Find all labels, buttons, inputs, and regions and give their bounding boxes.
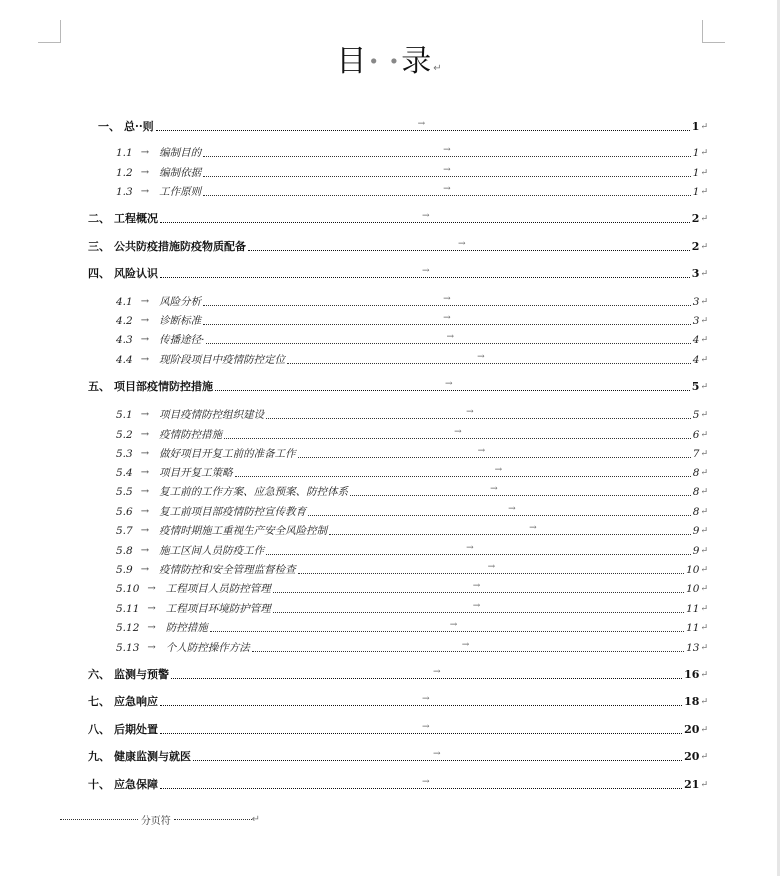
- toc-page-number: 2: [691, 240, 700, 253]
- toc-leader-dots: [160, 266, 690, 278]
- tab-arrow-icon: →: [140, 525, 150, 536]
- toc-heading-entry[interactable]: [88, 776, 708, 792]
- tab-arrow-icon: →: [529, 523, 537, 533]
- paragraph-mark-icon: ↵: [700, 643, 708, 653]
- toc-entry-label: 疫情防控措施: [159, 429, 223, 441]
- toc-entry-label: 项目疫情防控组织建设: [159, 409, 265, 421]
- toc-entry-label: 工作原则: [159, 186, 202, 198]
- toc-page-number: 4: [692, 334, 700, 346]
- paragraph-mark-icon: ↵: [700, 410, 708, 420]
- paragraph-mark-icon: ↵: [700, 382, 708, 392]
- paragraph-mark-icon: ↵: [700, 623, 708, 633]
- paragraph-mark-icon: ↵: [700, 297, 708, 307]
- toc-page-number: 16: [684, 668, 700, 681]
- toc-entry-label: 应急保障: [114, 778, 158, 791]
- toc-entry-number: 1.1: [116, 147, 133, 159]
- toc-entry-label: 监测与预警: [114, 668, 169, 681]
- tab-arrow-icon: →: [472, 601, 481, 611]
- toc-entry-number: 5.12: [116, 622, 140, 634]
- toc-subentry[interactable]: [116, 483, 708, 499]
- tab-arrow-icon: →: [140, 296, 150, 307]
- toc-heading-entry[interactable]: [88, 748, 708, 764]
- toc-page-number: 20: [684, 750, 700, 763]
- tab-arrow-icon: →: [147, 622, 156, 633]
- toc-subentry[interactable]: [116, 561, 708, 577]
- toc-subentry[interactable]: [116, 406, 708, 422]
- toc-leader-dots: [215, 379, 690, 391]
- toc-leader-dots: [298, 446, 691, 458]
- tab-arrow-icon: →: [466, 407, 474, 417]
- toc-page-number: 9: [692, 525, 700, 537]
- toc-leader-dots: [156, 119, 690, 131]
- toc-heading-entry[interactable]: [88, 238, 708, 254]
- tab-arrow-icon: →: [446, 332, 454, 342]
- tab-arrow-icon: →: [449, 620, 458, 630]
- paragraph-mark-icon: ↵: [700, 565, 708, 575]
- toc-entry-number: 5.5: [116, 486, 133, 498]
- tab-arrow-icon: →: [140, 448, 150, 459]
- toc-leader-dots: [224, 427, 691, 439]
- tab-arrow-icon: →: [140, 315, 150, 326]
- paragraph-mark-icon: ↵: [700, 242, 708, 252]
- paragraph-mark-icon: ↵: [700, 546, 708, 556]
- toc-leader-dots: [350, 484, 691, 496]
- toc-subentry[interactable]: [116, 600, 708, 616]
- tab-arrow-icon: →: [490, 484, 498, 494]
- toc-leader-dots: [308, 504, 691, 516]
- toc-page-number: 8: [692, 486, 700, 498]
- toc-entry-label: 风险认识: [114, 267, 158, 280]
- toc-entry-label: 项目部疫情防控措施: [114, 380, 213, 393]
- paragraph-mark-icon: ↵: [433, 63, 444, 74]
- toc-entry-label: 工程项目人员防控管理: [165, 583, 271, 595]
- paragraph-mark-icon: ↵: [700, 269, 708, 279]
- tab-arrow-icon: →: [454, 427, 462, 437]
- paragraph-mark-icon: ↵: [700, 507, 708, 517]
- paragraph-mark-icon: ↵: [700, 697, 708, 707]
- toc-leader-dots: [248, 239, 690, 251]
- toc-subentry[interactable]: [116, 580, 708, 596]
- tab-arrow-icon: →: [140, 429, 150, 440]
- tab-arrow-icon: →: [140, 354, 150, 365]
- toc-page-number: 10: [686, 583, 700, 595]
- toc-entry-number: 5.3: [116, 448, 133, 460]
- toc-entry-number: 三、: [88, 240, 110, 253]
- tab-arrow-icon: →: [494, 465, 503, 475]
- paragraph-mark-icon: ↵: [700, 468, 708, 478]
- toc-leader-dots: [203, 145, 691, 157]
- toc-entry-number: 1.3: [116, 186, 133, 198]
- tab-arrow-icon: →: [422, 266, 430, 276]
- tab-arrow-icon: →: [147, 583, 156, 594]
- toc-subentry[interactable]: [116, 293, 708, 309]
- toc-subentry[interactable]: [116, 331, 708, 347]
- toc-title: [0, 40, 780, 91]
- toc-entry-number: 4.4: [116, 354, 133, 366]
- toc-page-number: 18: [684, 695, 700, 708]
- toc-subentry[interactable]: [116, 183, 708, 199]
- tab-arrow-icon: →: [422, 777, 430, 787]
- toc-entry-number: 4.3: [116, 334, 133, 346]
- toc-entry-label: 做好项目开复工前的准备工作: [159, 448, 296, 460]
- toc-subentry[interactable]: [116, 464, 708, 480]
- paragraph-mark-icon: ↵: [700, 316, 708, 326]
- toc-entry-number: 5.4: [116, 467, 133, 479]
- toc-subentry[interactable]: [116, 164, 708, 180]
- tab-arrow-icon: →: [422, 694, 430, 704]
- toc-heading-entry[interactable]: [88, 265, 708, 281]
- toc-entry-number: 八、: [88, 723, 110, 736]
- toc-heading-entry[interactable]: [88, 721, 708, 737]
- toc-page-number: 3: [692, 315, 700, 327]
- toc-entry-label: 施工区间人员防疫工作: [159, 545, 265, 557]
- title-char-left: 目: [336, 44, 369, 79]
- tab-arrow-icon: →: [461, 640, 470, 650]
- paragraph-mark-icon: ↵: [700, 752, 708, 762]
- toc-entry-number: 九、: [88, 750, 110, 763]
- paragraph-mark-icon: ↵: [700, 725, 708, 735]
- toc-leader-dots: [298, 562, 684, 574]
- tab-arrow-icon: →: [443, 313, 451, 323]
- toc-entry-label: 疫情时期施工重视生产安全风险控制: [159, 525, 328, 537]
- toc-leader-dots: [287, 352, 691, 364]
- toc-leader-dots: [160, 694, 682, 706]
- toc-page-number: 20: [684, 723, 700, 736]
- toc-entry-number: 5.6: [116, 506, 133, 518]
- paragraph-mark-icon: ↵: [251, 813, 261, 825]
- toc-entry-label: 诊断标准: [159, 315, 202, 327]
- toc-subentry[interactable]: [116, 312, 708, 328]
- toc-entry-number: 5.9: [116, 564, 133, 576]
- toc-leader-dots: [171, 667, 682, 679]
- toc-entry-label: 项目开复工策略: [159, 467, 233, 479]
- toc-page-number: 13: [686, 642, 700, 654]
- toc-heading-entry[interactable]: [98, 118, 708, 134]
- tab-arrow-icon: →: [422, 211, 430, 221]
- toc-heading-entry[interactable]: [88, 666, 708, 682]
- paragraph-mark-icon: ↵: [700, 355, 708, 365]
- toc-leader-dots: [193, 749, 682, 761]
- tab-arrow-icon: →: [443, 145, 451, 155]
- toc-entry-label: 后期处置: [114, 723, 158, 736]
- toc-page-number: 11: [686, 622, 700, 634]
- toc-entry-label: 健康监测与就医: [114, 750, 191, 763]
- toc-entry-number: 二、: [88, 212, 110, 225]
- tab-arrow-icon: →: [466, 543, 474, 553]
- toc-entry-label: 应急响应: [114, 695, 158, 708]
- toc-entry-label: 风险分析: [159, 296, 202, 308]
- toc-entry-number: 四、: [88, 267, 110, 280]
- page-break-marker: [60, 812, 260, 826]
- paragraph-mark-icon: ↵: [700, 449, 708, 459]
- tab-arrow-icon: →: [140, 167, 150, 178]
- toc-entry-label: 个人防控操作方法: [165, 642, 250, 654]
- tab-arrow-icon: →: [140, 545, 150, 556]
- page-break-line-left: [60, 819, 138, 820]
- toc-leader-dots: [203, 313, 691, 325]
- paragraph-mark-icon: ↵: [700, 430, 708, 440]
- tab-arrow-icon: →: [458, 239, 466, 249]
- toc-entry-number: 5.13: [116, 642, 140, 654]
- toc-page-number: 9: [692, 545, 700, 557]
- toc-entry-label: 编制目的: [159, 147, 202, 159]
- toc-leader-dots: [203, 165, 691, 177]
- toc-entry-number: 5.1: [116, 409, 133, 421]
- toc-page-number: 11: [686, 603, 700, 615]
- page-break-label: 分页符: [140, 815, 171, 827]
- toc-leader-dots: [160, 211, 690, 223]
- tab-arrow-icon: →: [508, 504, 516, 514]
- toc-entry-number: 六、: [88, 668, 110, 681]
- toc-page-number: 5: [691, 380, 700, 393]
- toc-entry-label: 复工前项目部疫情防控宣传教育: [159, 506, 307, 518]
- paragraph-mark-icon: ↵: [700, 584, 708, 594]
- title-dots: • •: [368, 51, 402, 73]
- tab-arrow-icon: →: [417, 119, 426, 129]
- toc-entry-number: 4.2: [116, 315, 133, 327]
- tab-arrow-icon: →: [477, 446, 486, 456]
- toc-entry-label: 传播途径·: [159, 334, 205, 346]
- paragraph-mark-icon: ↵: [700, 487, 708, 497]
- toc-entry-number: 5.10: [116, 583, 140, 595]
- tab-arrow-icon: →: [477, 352, 485, 362]
- tab-arrow-icon: →: [433, 667, 441, 677]
- toc-page-number: 1: [691, 120, 700, 133]
- toc-heading-entry[interactable]: [88, 378, 708, 394]
- toc-leader-dots: [273, 581, 684, 593]
- toc-page-number: 4: [692, 354, 700, 366]
- toc-leader-dots: [203, 184, 691, 196]
- toc-page-number: 10: [686, 564, 700, 576]
- page-break-line-right: [174, 819, 252, 820]
- toc-entry-label: 疫情防控和安全管理监督检查: [159, 564, 296, 576]
- toc-subentry[interactable]: [116, 144, 708, 160]
- tab-arrow-icon: →: [443, 294, 451, 304]
- toc-entry-label: 工程项目环境防护管理: [165, 603, 271, 615]
- tab-arrow-icon: →: [140, 186, 150, 197]
- toc-leader-dots: [329, 523, 691, 535]
- toc-entry-number: 十、: [88, 778, 110, 791]
- toc-page-number: 2: [691, 212, 700, 225]
- toc-entry-number: 七、: [88, 695, 110, 708]
- toc-entry-label: 公共防疫措施防疫物质配备: [114, 240, 246, 253]
- toc-leader-dots: [252, 640, 684, 652]
- paragraph-mark-icon: ↵: [700, 187, 708, 197]
- tab-arrow-icon: →: [422, 722, 430, 732]
- toc-subentry[interactable]: [116, 351, 708, 367]
- toc-heading-entry[interactable]: [88, 210, 708, 226]
- tab-arrow-icon: →: [140, 486, 150, 497]
- toc-subentry[interactable]: [116, 522, 708, 538]
- paragraph-mark-icon: ↵: [700, 335, 708, 345]
- tab-arrow-icon: →: [443, 184, 451, 194]
- paragraph-mark-icon: ↵: [700, 214, 708, 224]
- paragraph-mark-icon: ↵: [700, 168, 708, 178]
- paragraph-mark-icon: ↵: [700, 604, 708, 614]
- tab-arrow-icon: →: [140, 334, 150, 345]
- toc-heading-entry[interactable]: [88, 693, 708, 709]
- toc-page-number: 5: [692, 409, 700, 421]
- paragraph-mark-icon: ↵: [700, 122, 708, 132]
- toc-entry-label: 现阶段项目中疫情防控定位: [159, 354, 286, 366]
- toc-leader-dots: [160, 777, 682, 789]
- toc-leader-dots: [235, 465, 691, 477]
- toc-subentry[interactable]: [116, 542, 708, 558]
- tab-arrow-icon: →: [140, 147, 150, 158]
- toc-leader-dots: [206, 332, 690, 344]
- toc-leader-dots: [273, 601, 684, 613]
- tab-arrow-icon: →: [147, 642, 156, 653]
- toc-entry-number: 5.8: [116, 545, 133, 557]
- toc-page-number: 8: [692, 467, 700, 479]
- tab-arrow-icon: →: [140, 564, 150, 575]
- tab-arrow-icon: →: [445, 379, 453, 389]
- toc-entry-label: 工程概况: [114, 212, 158, 225]
- toc-page-number: 1: [692, 147, 700, 159]
- toc-leader-dots: [266, 407, 691, 419]
- toc-entry-number: 一、: [98, 120, 120, 133]
- title-char-right: 录: [401, 44, 434, 79]
- toc-subentry[interactable]: [116, 503, 708, 519]
- toc-entry-number: 5.11: [116, 603, 140, 615]
- tab-arrow-icon: →: [433, 749, 441, 759]
- toc-entry-number: 5.7: [116, 525, 133, 537]
- paragraph-mark-icon: ↵: [700, 780, 708, 790]
- toc-entry-number: 1.2: [116, 167, 133, 179]
- toc-entry-number: 五、: [88, 380, 110, 393]
- tab-arrow-icon: →: [140, 467, 150, 478]
- toc-page-number: 8: [692, 506, 700, 518]
- toc-page-number: 6: [692, 429, 700, 441]
- toc-subentry[interactable]: [116, 445, 708, 461]
- toc-entry-number: 5.2: [116, 429, 133, 441]
- toc-page-number: 1: [692, 167, 700, 179]
- toc-entry-label: 总··则: [124, 120, 154, 133]
- toc-page-number: 1: [692, 186, 700, 198]
- toc-entry-label: 防控措施: [165, 622, 208, 634]
- tab-arrow-icon: →: [140, 506, 150, 517]
- toc-entry-label: 编制依据: [159, 167, 202, 179]
- tab-arrow-icon: →: [472, 581, 481, 591]
- tab-arrow-icon: →: [487, 562, 496, 572]
- tab-arrow-icon: →: [147, 603, 156, 614]
- paragraph-mark-icon: ↵: [700, 526, 708, 536]
- toc-entry-label: 复工前的工作方案、应急预案、防控体系: [159, 486, 349, 498]
- toc-subentry[interactable]: [116, 426, 708, 442]
- toc-page-number: 3: [691, 267, 700, 280]
- toc-leader-dots: [160, 722, 682, 734]
- toc-page-number: 3: [692, 296, 700, 308]
- toc-leader-dots: [266, 543, 691, 555]
- tab-arrow-icon: →: [443, 165, 451, 175]
- toc-page-number: 7: [692, 448, 700, 460]
- toc-subentry[interactable]: [116, 619, 708, 635]
- tab-arrow-icon: →: [140, 409, 150, 420]
- toc-leader-dots: [210, 620, 684, 632]
- paragraph-mark-icon: ↵: [700, 670, 708, 680]
- paragraph-mark-icon: ↵: [700, 148, 708, 158]
- toc-subentry[interactable]: [116, 639, 708, 655]
- toc-entry-number: 4.1: [116, 296, 133, 308]
- toc-leader-dots: [203, 294, 691, 306]
- toc-page-number: 21: [684, 778, 700, 791]
